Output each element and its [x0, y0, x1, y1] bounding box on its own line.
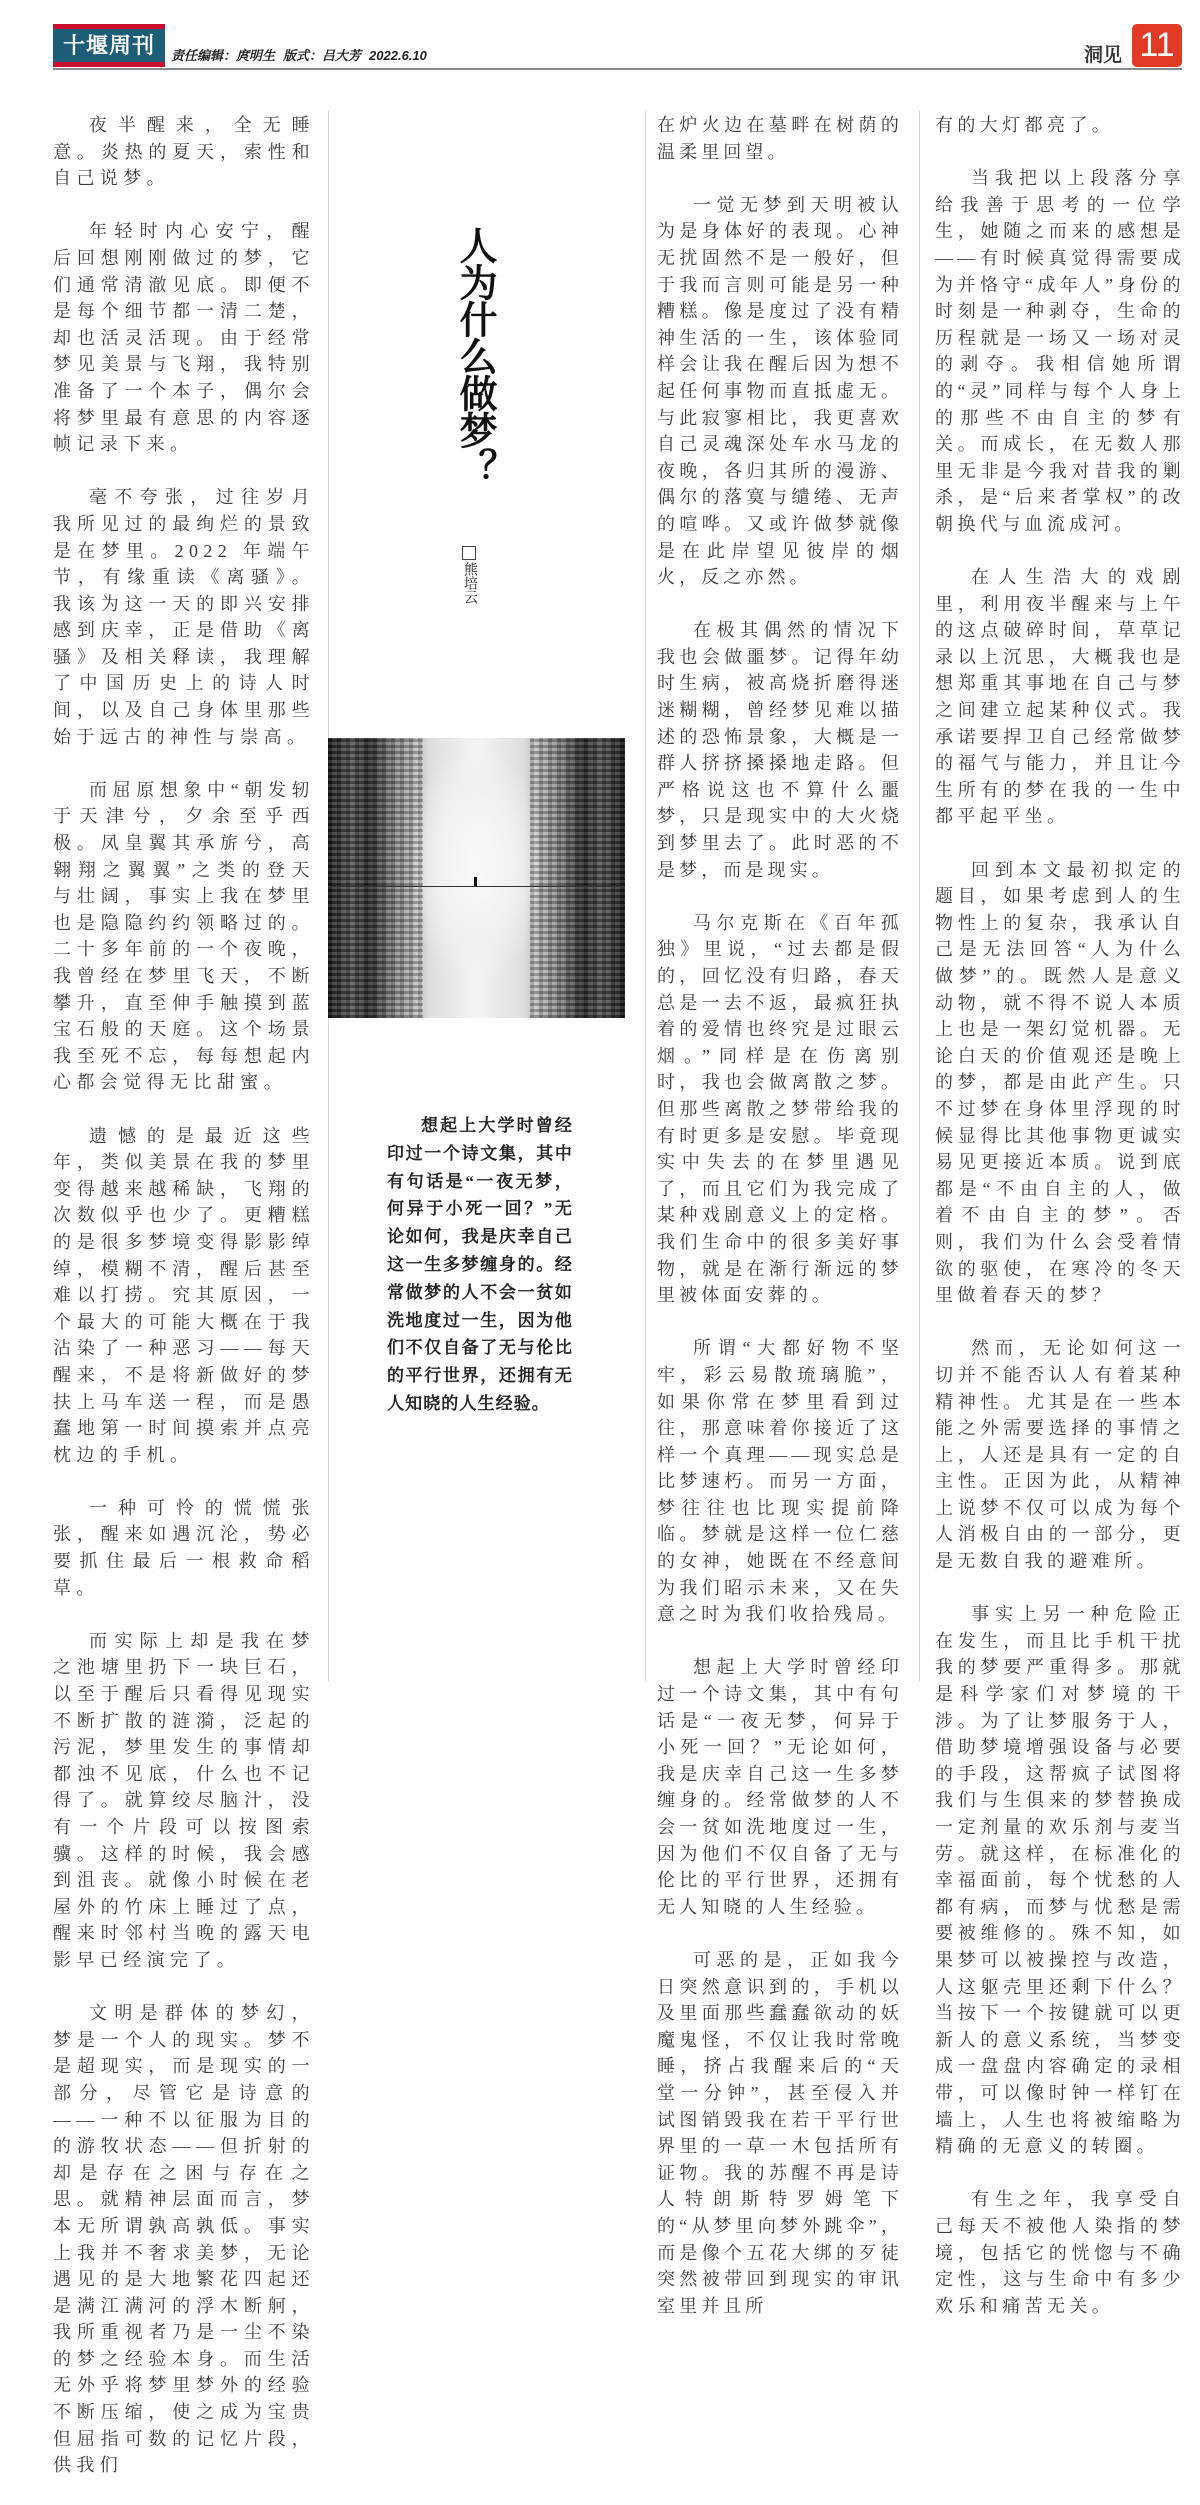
article-column-4 — [935, 112, 1185, 2346]
photo-walker — [474, 877, 477, 886]
pull-quote-text: 想起上大学时曾经印过一个诗文集，其中有句话是“一夜无梦，何异于小死一回？”无论如何，我是庆幸自己这一生多梦缠身的。经常做梦的人不会一贫如洗地度过一生，因为他们不仅自备了无与伦比的平行世界，还拥有无人知晓的人生经验。 — [387, 1116, 573, 1413]
paragraph: 有的大灯都亮了。 — [935, 115, 1115, 135]
paragraph: 一觉无梦到天明被认为是身体好的表现。心神无扰固然不是一般好，但于我而言则可能是另一种糟糕。像是度过了没有精神生活的一生，该体验同样会让我在醒后因为想不起任何事物而直抵虚无。与此寂寥相比，我更喜欢自己灵魂深处车水马龙的夜晚，各归其所的漫游、偶尔的落寞与缱绻、无声的喧哗。又或许做梦就像是在此岸望见彼岸的烟火，反之亦然。 — [657, 194, 903, 588]
paragraph: 当我把以上段落分享给我善于思考的一位学生，她随之而来的感想是——有时候真觉得需要成为并恪守“成年人”身份的时刻是一种剥夺，生命的历程就是一场又一场对灵的剥夺。我相信她所谓的“灵”同样与每个人身上的那些不由自主的梦有关。而成长，在无数人那里无非是今我对昔我的剿杀，是“后来者掌权”的改朝换代与血流成河。 — [935, 168, 1185, 534]
byline-marker — [462, 546, 476, 560]
author-name: 熊培云 — [462, 562, 477, 604]
paragraph: 一种可怜的慌慌张张，醒来如遇沉沦，势必要抓住最后一根救命稻草。 — [53, 1497, 315, 1598]
photo-buildings-left — [328, 738, 423, 1018]
article-title: 人为什么做梦？ — [453, 226, 495, 485]
paragraph: 文明是群体的梦幻，梦是一个人的现实。梦不是超现实，而是现实的一部分，尽管它是诗意的——一种不以征服为目的的游牧状态——但折射的却是存在之困与存在之思。就精神层面而言，梦本无所谓孰高孰低。事实上我并不奢求美梦，无论遇见的是大地繁花四起还是满江满河的浮木断舸，我所重视者乃是一尘不染的梦之经验本身。而生活无外乎将梦里梦外的经验不断压缩，使之成为宝贵但屈指可数的记忆片段，供我们 — [53, 2003, 315, 2476]
pull-quote — [387, 1112, 573, 1418]
paragraph: 有生之年，我享受自己每天不被他人染指的梦境，包括它的恍惚与不确定性，这与生命中有多少欢乐和痛苦无关。 — [935, 2189, 1185, 2316]
header-rule — [53, 68, 1182, 70]
paragraph: 想起上大学时曾经印过一个诗文集，其中有句话是“一夜无梦，何异于小死一回？”无论如何，我是庆幸自己这一生多梦缠身的。经常做梦的人不会一贫如洗地度过一生，因为他们不仅自备了无与伦比的平行世界，还拥有无人知晓的人生经验。 — [657, 1657, 903, 1917]
paragraph: 在人生浩大的戏剧里，利用夜半醒来与上午的这点破碎时间，草草记录以上沉思，大概我也是想郑重其事地在自己与梦之间建立起某种仪式。我承诺要捍卫自己经常做梦的福气与能力，并且让今生所有的梦在我的一生中都平起平坐。 — [935, 567, 1185, 827]
photo-buildings-right — [530, 738, 625, 1018]
paragraph: 马尔克斯在《百年孤独》里说，“过去都是假的，回忆没有归路，春天总是一去不返，最疯狂执着的爱情也终究是过眼云烟。”同样是在伤离别时，我也会做离散之梦。但那些离散之梦带给我的有时更多是安慰。毕竟现实中失去的在梦里遇见了，而且它们为我完成了某种戏剧意义上的定格。我们生命中的很多美好事物，就是在渐行渐远的梦里被体面安葬的。 — [657, 912, 903, 1306]
paragraph: 所谓“大都好物不坚牢，彩云易散琉璃脆”，如果你常在梦里看到过往，那意味着你接近了这样一个真理——现实总是比梦速朽。而另一方面，梦往往也比现实提前降临。梦就是这样一位仁慈的女神，她既在不经意间为我们昭示未来，又在失意之时为我们收拾残局。 — [657, 1338, 903, 1625]
article-column-3 — [657, 112, 903, 2346]
page-number-badge: 11 — [1132, 24, 1182, 67]
newspaper-logo: 十堰周刊 — [53, 24, 165, 67]
editor-name: 责任编辑：庹明生 — [171, 48, 276, 63]
byline — [462, 546, 477, 604]
paragraph: 毫不夸张，过往岁月我所见过的最绚烂的景致是在梦里。2022 年端午节，有缘重读《离骚》。我该为这一天的即兴安排感到庆幸，正是借助《离骚》及相关释读，我理解了中国历史上的诗人时间，以及自己身体里那些始于远古的神性与崇高。 — [53, 487, 315, 747]
column-divider — [919, 110, 920, 1682]
paragraph: 事实上另一种危险正在发生，而且比手机干扰我的梦要严重得多。那就是科学家们对梦境的干涉。为了让梦服务于人，借助梦境增强设备与必要的手段，这帮疯子试图将我们与生俱来的梦替换成一定剂量的欢乐剂与麦当劳。就这样，在标准化的幸福面前，每个忧愁的人都有病，而梦与忧愁是需要被维修的。殊不知，如果梦可以被操控与改造，人这躯壳里还剩下什么？当按下一个按键就可以更新人的意义系统，当梦变成一盘盘内容确定的录相带，可以像时钟一样钉在墙上，人生也将被缩略为精确的无意义的转圈。 — [935, 1604, 1185, 2157]
paragraph: 而实际上却是我在梦之池塘里扔下一块巨石，以至于醒后只看得见现实不断扩散的涟漪，泛起的污泥，梦里发生的事情却都浊不见底，什么也不记得了。就算绞尽脑汁，没有一个片段可以按图索骥。这样的时候，我会感到沮丧。就像小时候在老屋外的竹床上睡过了点，醒来时邻村当晚的露天电影早已经演完了。 — [53, 1630, 315, 1970]
photo-tightrope — [328, 886, 625, 887]
column-divider — [645, 110, 646, 1682]
article-column-1 — [53, 112, 315, 2505]
section-name: 洞见 — [1084, 45, 1123, 66]
layout-credit: 版式：吕大芳 — [283, 48, 362, 63]
paragraph: 夜半醒来，全无睡意。炎热的夏天，索性和自己说梦。 — [53, 115, 315, 189]
paragraph: 年轻时内心安宁，醒后回想刚刚做过的梦，它们通常清澈见底。即便不是每个细节都一清二楚，却也活灵活现。由于经常梦见美景与飞翔，我特别准备了一个本子，偶尔会将梦里最有意思的内容逐帧记录下来。 — [53, 221, 315, 455]
paragraph: 回到本文最初拟定的题目，如果考虑到人的生物性上的复杂，我承认自己是无法回答“人为什么做梦”的。既然人是意义动物，就不得不说人本质上也是一架幻觉机器。无论白天的价值观还是晚上的梦，都是由此产生。只不过梦在身体里浮现的时候显得比其他事物更诚实易见更接近本质。说到底都是“不由自主的人，做着不由自主的梦”。否则，我们为什么会受着情欲的驱使，在寒冷的冬天里做着春天的梦？ — [935, 859, 1185, 1306]
paragraph: 而屈原想象中“朝发轫于天津兮，夕余至乎西极。凤皇翼其承旂兮，高翱翔之翼翼”之类的登天与壮阔，事实上我在梦里也是隐隐约约领略过的。二十多年前的一个夜晚，我曾经在梦里飞天，不断攀升，直至伸手触摸到蓝宝石般的天庭。这个场景我至死不忘，每每想起内心都会觉得无比甜蜜。 — [53, 779, 315, 1093]
issue-date: 2022.6.10 — [369, 48, 427, 63]
paragraph: 遗憾的是最近这些年，类似美景在我的梦里变得越来越稀缺，飞翔的次数似乎也少了。更糟糕的是很多梦境变得影影绰绰，模糊不清，醒后甚至难以打捞。究其原因，一个最大的可能大概在于我沾染了一种恶习——每天醒来，不是将新做好的梦扶上马车送一程，而是愚蠢地第一时间摸索并点亮枕边的手机。 — [53, 1125, 315, 1465]
paragraph: 在炉火边在墓畔在树荫的温柔里回望。 — [657, 115, 903, 162]
paragraph: 可恶的是，正如我今日突然意识到的，手机以及里面那些蠢蠢欲动的妖魔鬼怪，不仅让我时常晚睡，挤占我醒来后的“天堂一分钟”，甚至侵入并试图销毁我在若干平行世界里的一草一木包括所有证物。我的苏醒不再是诗人特朗斯特罗姆笔下的“从梦里向梦外跳伞”，而是像个五花大绑的歹徒突然被带回到现实的审讯室里并且所 — [657, 1949, 903, 2316]
editor-credits — [171, 45, 435, 64]
article-photo-city-tightrope — [328, 738, 625, 1018]
paragraph: 在极其偶然的情况下我也会做噩梦。记得年幼时生病，被高烧折磨得迷迷糊糊，曾经梦见难以描述的恐怖景象，大概是一群人挤挤搡搡地走路。但严格说这也不算什么噩梦，只是现实中的大火烧到梦里去了。此时恶的不是梦，而是现实。 — [657, 620, 903, 880]
paragraph: 然而，无论如何这一切并不能否认人有着某种精神性。尤其是在一些本能之外需要选择的事情之上，人还是具有一定的自主性。正因为此，从精神上说梦不仅可以成为每个人消极自由的一部分，更是无数自我的避难所。 — [935, 1338, 1185, 1572]
